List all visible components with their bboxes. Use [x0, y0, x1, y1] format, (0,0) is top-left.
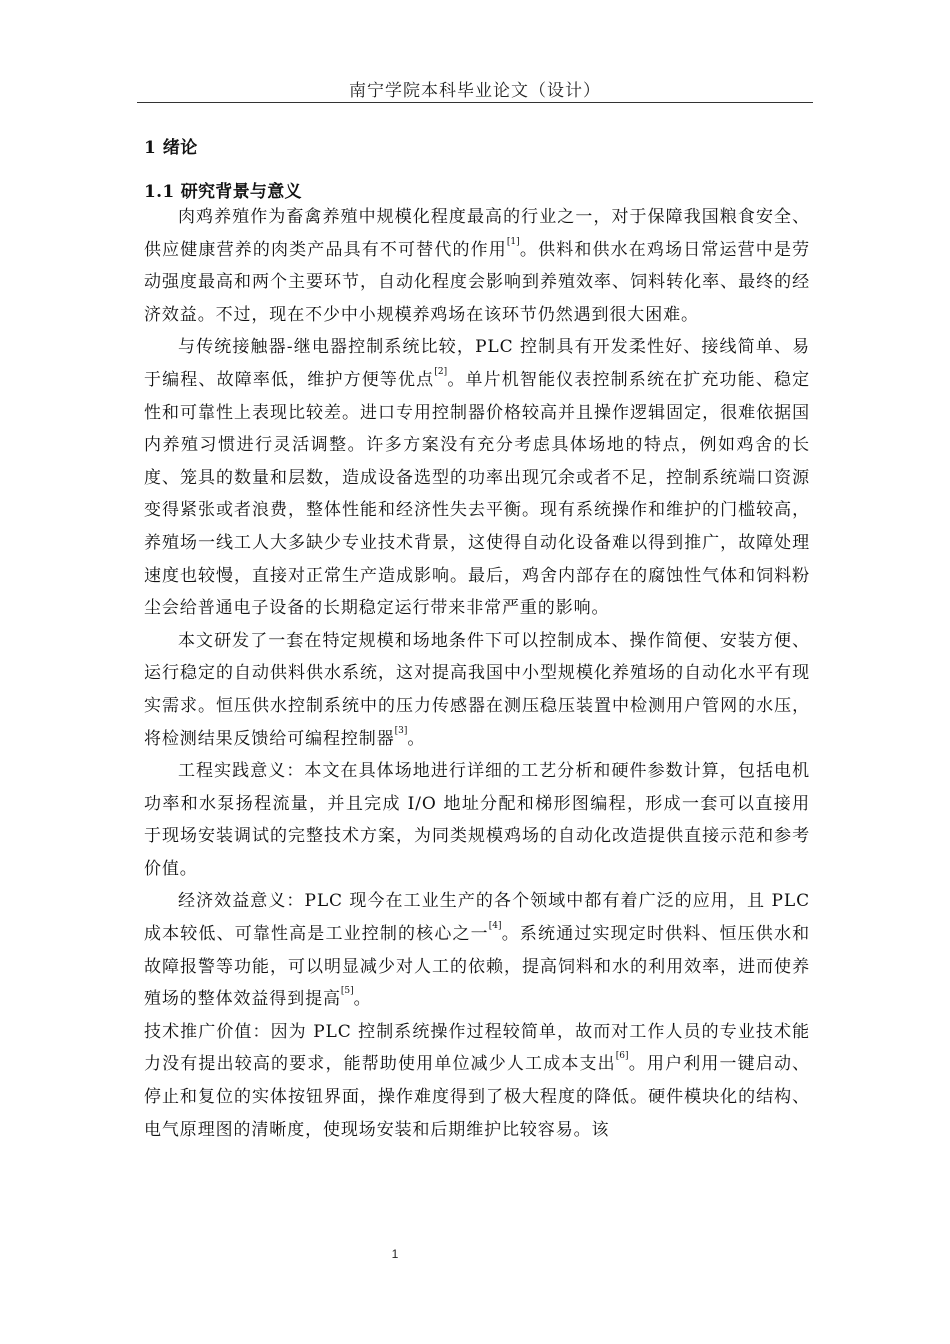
paragraph: 技术推广价值：因为 PLC 控制系统操作过程较简单，故而对工作人员的专业技术能力没有提出较高的要求，能帮助使用单位减少人工成本支出[6]。用户利用一键启动、停止和复位的实体按钮界面，操作难度得到了极大程度的降低。硬件模块化的结构、电气原理图的清晰度，使现场安装和后期维护比较容易。该	[144, 1021, 811, 1140]
citation-ref: [5]	[340, 986, 354, 997]
paragraph: 肉鸡养殖作为畜禽养殖中规模化程度最高的行业之一，对于保障我国粮食安全、供应健康营养的肉类产品具有不可替代的作用[1]。供料和供水在鸡场日常运营中是劳动强度最高和两个主要环节，自动化程度会影响到养殖效率、饲料转化率、最终的经济效益。不过，现在不少中小规模养鸡场在该环节仍然遇到很大困难。	[144, 207, 811, 325]
paragraph: 本文研发了一套在特定规模和场地条件下可以控制成本、操作简便、安装方便、运行稳定的自动供料供水系统，这对提高我国中小型规模化养殖场的自动化水平有现实需求。恒压供水控制系统中的压力传感器在测压稳压装置中检测用户管网的水压，将检测结果反馈给可编程控制器[3]。	[144, 630, 810, 749]
body-text	[144, 201, 810, 1146]
citation-ref: [1]	[506, 236, 520, 247]
citation-ref: [3]	[394, 725, 408, 736]
section-heading: 1.1 研究背景与意义	[144, 182, 302, 202]
header-rule	[137, 102, 813, 103]
citation-ref: [4]	[488, 921, 502, 932]
paragraph: 工程实践意义：本文在具体场地进行详细的工艺分析和硬件参数计算，包括电机功率和水泵扬程流量，并且完成 I/O 地址分配和梯形图编程，形成一套可以直接用于现场安装调试的完整技术方案，为同类规模鸡场的自动化改造提供直接示范和参考价值。	[144, 761, 810, 879]
citation-ref: [2]	[434, 366, 448, 377]
citation-ref: [6]	[615, 1051, 629, 1062]
paragraph: 与传统接触器-继电器控制系统比较，PLC 控制具有开发柔性好、接线简单、易于编程、故障率低，维护方便等优点[2]。单片机智能仪表控制系统在扩充功能、稳定性和可靠性上表现比较差。进口专用控制器价格较高并且操作逻辑固定，很难依据国内养殖习惯进行灵活调整。许多方案没有充分考虑具体场地的特点，例如鸡舍的长度、笼具的数量和层数，造成设备选型的功率出现冗余或者不足，控制系统端口资源变得紧张或者浪费，整体性能和经济性失去平衡。现有系统操作和维护的门槛较高，养殖场一线工人大多缺少专业技术背景，这使得自动化设备难以得到推广，故障处理速度也较慢，直接对正常生产造成影响。最后，鸡舍内部存在的腐蚀性气体和饲料粉尘会给普通电子设备的长期稳定运行带来非常严重的影响。	[144, 337, 811, 619]
running-header: 南宁学院本科毕业论文（设计）	[349, 81, 601, 101]
paragraph: 经济效益意义：PLC 现今在工业生产的各个领域中都有着广泛的应用，且 PLC 成本较低、可靠性高是工业控制的核心之一[4]。系统通过实现定时供料、恒压供水和故障报警等功能，可以明显减少对人工的依赖，提高饲料和水的利用效率，进而使养殖场的整体效益得到提高[5]。	[144, 891, 810, 1010]
chapter-heading: 1 绪论	[144, 138, 198, 158]
page-number: 1	[391, 1247, 399, 1261]
